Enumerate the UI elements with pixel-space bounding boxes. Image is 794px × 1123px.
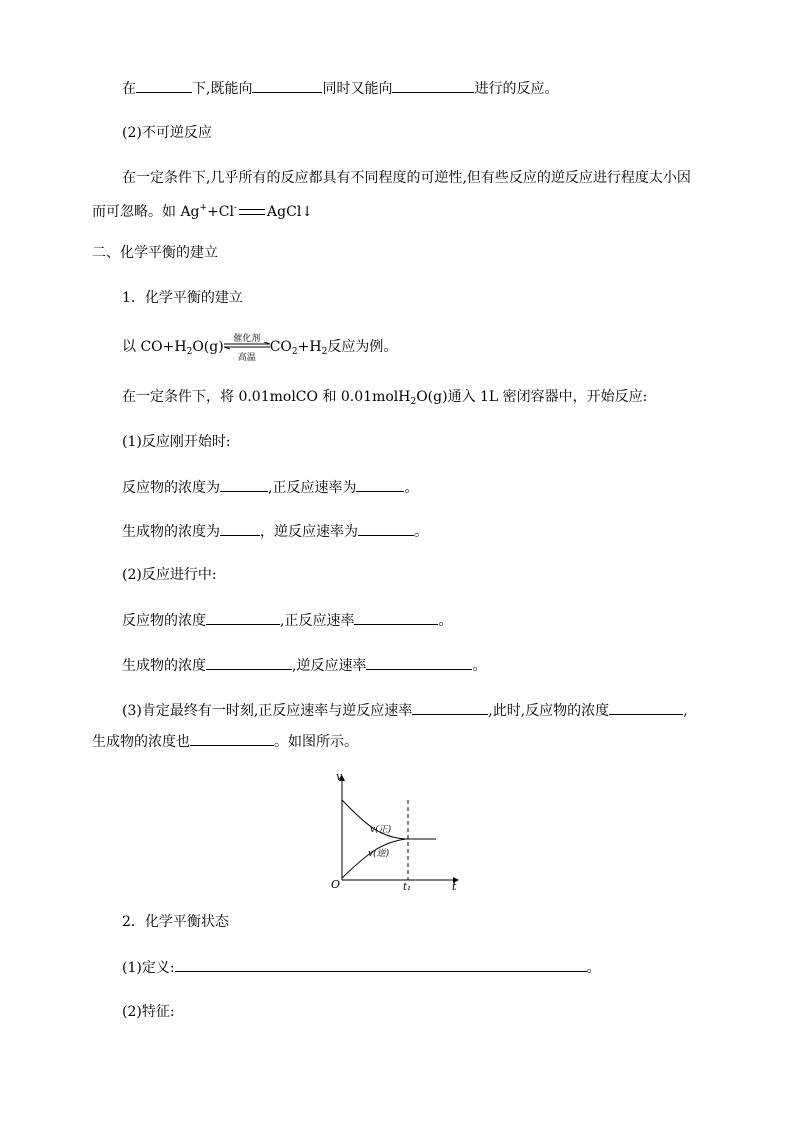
text: 在一定条件下，将 0.01molCO 和 0.01molH bbox=[122, 389, 411, 405]
text: 下,既能向 bbox=[192, 81, 253, 97]
paragraph-irreversible-line2 bbox=[92, 198, 313, 222]
text: O(g) bbox=[192, 339, 224, 355]
q1-line2 bbox=[122, 521, 428, 542]
text: 。 bbox=[414, 524, 428, 540]
text: 。 bbox=[404, 480, 419, 496]
text: +H bbox=[297, 339, 322, 355]
q1-line1 bbox=[122, 477, 418, 498]
text: (2)反应进行中: bbox=[122, 567, 217, 583]
text: 以 CO+H bbox=[122, 339, 187, 355]
subscript: 2 bbox=[321, 347, 328, 357]
ion-charge: - bbox=[234, 203, 238, 213]
blank-product-conc-change[interactable] bbox=[206, 655, 292, 670]
blank-forward-rate[interactable] bbox=[356, 477, 404, 492]
text: 。如图所示。 bbox=[274, 734, 358, 750]
rate-time-chart bbox=[326, 770, 466, 890]
reversible-arrow bbox=[224, 334, 270, 363]
blank-reactant-final[interactable] bbox=[609, 700, 683, 715]
definition-line bbox=[122, 957, 601, 978]
subsection-title-2 bbox=[122, 912, 229, 932]
blank-product-conc[interactable] bbox=[220, 521, 260, 536]
text: ，逆反应速率为 bbox=[260, 524, 358, 540]
features-heading bbox=[122, 1002, 175, 1022]
blank-reverse-rate[interactable] bbox=[358, 521, 414, 536]
intro-paragraph bbox=[122, 387, 647, 412]
subsection-title-1 bbox=[122, 288, 243, 308]
text: 在一定条件下,几乎所有的反应都具有不同程度的可逆性,但有些反应的逆反应进行程度太小因 bbox=[122, 170, 691, 186]
heading-text: (2)不可逆反应 bbox=[122, 125, 212, 141]
text: (3)肯定最终有一时刻,正反应速率与逆反应速率 bbox=[122, 703, 413, 719]
text: CO bbox=[269, 339, 292, 355]
subscript: 2 bbox=[186, 347, 193, 357]
q2-line2 bbox=[122, 655, 486, 676]
subsection-title-text: 2．化学平衡状态 bbox=[122, 914, 229, 930]
text: ,正反应速率 bbox=[280, 613, 355, 629]
text: 。 bbox=[586, 960, 601, 976]
q2-heading bbox=[122, 565, 217, 585]
q3-line2 bbox=[92, 731, 358, 752]
section-title bbox=[92, 243, 218, 263]
blank-forward-rate-change[interactable] bbox=[354, 610, 438, 625]
text: ,正反应速率为 bbox=[268, 480, 357, 496]
blank-forward[interactable] bbox=[252, 78, 322, 93]
text: 进行的反应。 bbox=[474, 81, 559, 97]
text: , bbox=[683, 703, 688, 719]
y-axis-label: v bbox=[336, 770, 343, 783]
text: (1)定义: bbox=[122, 960, 175, 976]
text: 。 bbox=[472, 658, 487, 674]
blank-reactant-conc-change[interactable] bbox=[206, 610, 280, 625]
heading-irreversible bbox=[122, 123, 212, 143]
blank-product-final[interactable] bbox=[190, 731, 274, 746]
blank-condition[interactable] bbox=[136, 78, 192, 93]
text: 。 bbox=[438, 613, 453, 629]
q1-heading bbox=[122, 432, 231, 452]
text: (2)特征: bbox=[122, 1004, 175, 1020]
text: (1)反应刚开始时: bbox=[122, 434, 231, 450]
section-title-text: 二、化学平衡的建立 bbox=[92, 245, 218, 261]
paragraph-reversible-definition bbox=[122, 78, 558, 99]
t1-label: t₁ bbox=[403, 882, 412, 890]
q2-line1 bbox=[122, 610, 452, 631]
text: +Cl bbox=[207, 204, 234, 220]
text: 反应物的浓度为 bbox=[122, 480, 220, 496]
catalyst-label: 催化剂 bbox=[233, 334, 261, 344]
text: 在 bbox=[122, 81, 136, 97]
subsection-title-text: 1．化学平衡的建立 bbox=[122, 290, 243, 306]
blank-reactant-conc[interactable] bbox=[220, 477, 268, 492]
forward-series-label: v(正) bbox=[370, 825, 392, 835]
product: AgCl↓ bbox=[267, 204, 314, 220]
reaction-equation bbox=[122, 334, 398, 363]
text: 同时又能向 bbox=[322, 81, 393, 97]
temperature-label: 高温 bbox=[237, 353, 256, 363]
origin-label: O bbox=[331, 878, 341, 890]
equals-sign bbox=[239, 209, 265, 215]
blank-reverse[interactable] bbox=[392, 78, 474, 93]
text: ,此时,反应物的浓度 bbox=[488, 703, 610, 719]
text: 生成物的浓度为 bbox=[122, 524, 220, 540]
blank-definition[interactable] bbox=[175, 957, 587, 972]
x-axis-label: t bbox=[452, 880, 457, 890]
blank-reverse-rate-change[interactable] bbox=[366, 655, 472, 670]
text: ,逆反应速率 bbox=[292, 658, 367, 674]
text: 生成物的浓度 bbox=[122, 658, 206, 674]
q3-line1 bbox=[122, 700, 688, 721]
reverse-series-label: v(逆) bbox=[368, 849, 390, 859]
text: 反应物的浓度 bbox=[122, 613, 206, 629]
text: O(g)通入 1L 密闭容器中，开始反应: bbox=[416, 389, 648, 405]
subscript: 2 bbox=[410, 397, 417, 407]
subscript: 2 bbox=[291, 347, 298, 357]
ion-charge: + bbox=[199, 203, 208, 213]
paragraph-irreversible-line1 bbox=[122, 168, 691, 188]
text: 而可忽略。如 Ag bbox=[92, 204, 200, 220]
blank-rates-equal[interactable] bbox=[412, 700, 488, 715]
text: 生成物的浓度也 bbox=[92, 734, 190, 750]
text: 反应为例。 bbox=[327, 339, 398, 355]
